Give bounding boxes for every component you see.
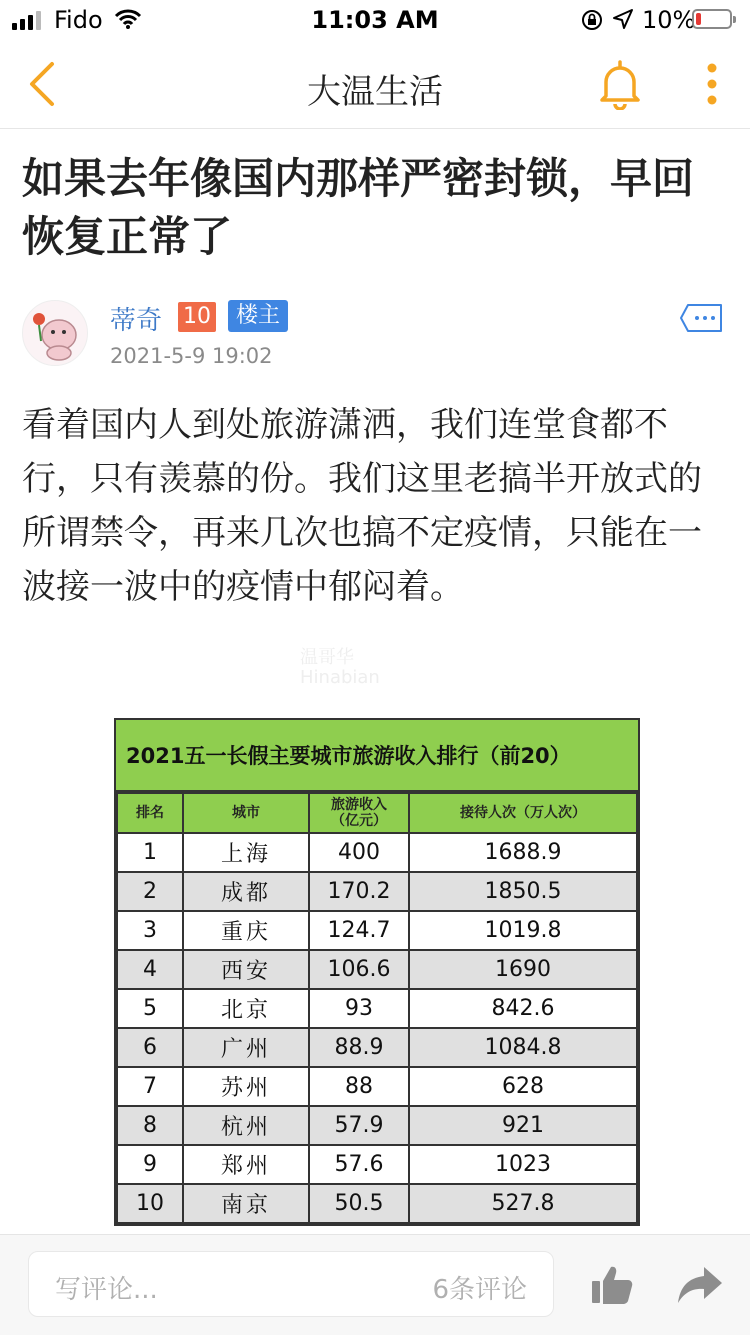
rank-cell: 4 bbox=[117, 950, 183, 989]
city-cell: 成都 bbox=[183, 872, 309, 911]
nav-bar bbox=[0, 42, 750, 129]
table-row bbox=[117, 872, 637, 911]
post-body: 看着国内人到处旅游潇洒，我们连堂食都不行，只有羡慕的份。我们这里老搞半开放式的所谓禁令，再来几次也搞不定疫情，只能在一波接一波中的疫情中郁闷着。 bbox=[22, 405, 702, 607]
post-title: 如果去年像国内那样严密封锁，早回恢复正常了 bbox=[22, 154, 695, 261]
status-bar bbox=[0, 0, 750, 42]
author-name[interactable]: 蒂奇 bbox=[110, 306, 163, 336]
city-cell: 广州 bbox=[183, 1028, 309, 1067]
table-row bbox=[117, 911, 637, 950]
ranking-table-image[interactable] bbox=[114, 718, 640, 1226]
bell-icon[interactable] bbox=[596, 58, 644, 114]
comment-count[interactable]: 6条评论 bbox=[432, 1275, 527, 1305]
city-cell: 上海 bbox=[183, 833, 309, 872]
income-cell: 57.9 bbox=[309, 1106, 409, 1145]
table-row bbox=[117, 1184, 637, 1223]
level-badge: 10 bbox=[178, 302, 216, 332]
visitors-cell: 527.8 bbox=[409, 1184, 637, 1223]
city-cell: 南京 bbox=[183, 1184, 309, 1223]
watermark-line-2: Hinabian bbox=[300, 667, 380, 688]
visitors-cell: 1019.8 bbox=[409, 911, 637, 950]
header-visitors: 接待人次（万人次） bbox=[409, 793, 637, 833]
visitors-cell: 921 bbox=[409, 1106, 637, 1145]
visitors-cell: 1688.9 bbox=[409, 833, 637, 872]
comment-placeholder: 写评论... bbox=[55, 1275, 158, 1305]
ranking-table bbox=[116, 792, 638, 1224]
rank-cell: 6 bbox=[117, 1028, 183, 1067]
battery-icon bbox=[692, 9, 732, 29]
income-cell: 106.6 bbox=[309, 950, 409, 989]
income-cell: 93 bbox=[309, 989, 409, 1028]
more-vertical-icon[interactable] bbox=[700, 62, 724, 112]
table-row bbox=[117, 833, 637, 872]
location-icon bbox=[612, 8, 634, 36]
visitors-cell: 1023 bbox=[409, 1145, 637, 1184]
table-row bbox=[117, 1145, 637, 1184]
reply-bubble-icon[interactable] bbox=[678, 302, 724, 338]
header-rank: 排名 bbox=[117, 793, 183, 833]
rank-cell: 9 bbox=[117, 1145, 183, 1184]
thumbs-up-icon[interactable] bbox=[590, 1263, 634, 1311]
city-cell: 郑州 bbox=[183, 1145, 309, 1184]
visitors-cell: 628 bbox=[409, 1067, 637, 1106]
income-cell: 170.2 bbox=[309, 872, 409, 911]
table-row bbox=[117, 1028, 637, 1067]
owner-badge: 楼主 bbox=[228, 300, 288, 332]
visitors-cell: 1690 bbox=[409, 950, 637, 989]
avatar[interactable] bbox=[22, 300, 88, 366]
bottom-bar bbox=[0, 1234, 750, 1335]
income-cell: 124.7 bbox=[309, 911, 409, 950]
status-time: 11:03 AM bbox=[311, 6, 439, 34]
income-cell: 50.5 bbox=[309, 1184, 409, 1223]
table-row bbox=[117, 1106, 637, 1145]
table-row bbox=[117, 950, 637, 989]
city-cell: 重庆 bbox=[183, 911, 309, 950]
share-arrow-icon[interactable] bbox=[676, 1263, 724, 1311]
header-city: 城市 bbox=[183, 793, 309, 833]
rank-cell: 1 bbox=[117, 833, 183, 872]
battery-percent: 10% bbox=[642, 6, 696, 34]
rank-cell: 10 bbox=[117, 1184, 183, 1223]
visitors-cell: 1084.8 bbox=[409, 1028, 637, 1067]
rank-cell: 8 bbox=[117, 1106, 183, 1145]
income-cell: 88 bbox=[309, 1067, 409, 1106]
header-income: 旅游收入 （亿元） bbox=[309, 793, 409, 833]
nav-title: 大温生活 bbox=[307, 72, 443, 112]
orientation-lock-icon bbox=[580, 8, 604, 38]
table-row bbox=[117, 989, 637, 1028]
income-cell: 400 bbox=[309, 833, 409, 872]
table-row bbox=[117, 1067, 637, 1106]
income-cell: 57.6 bbox=[309, 1145, 409, 1184]
city-cell: 西安 bbox=[183, 950, 309, 989]
ranking-table-title: 2021五一长假主要城市旅游收入排行（前20） bbox=[116, 720, 638, 792]
city-cell: 北京 bbox=[183, 989, 309, 1028]
city-cell: 苏州 bbox=[183, 1067, 309, 1106]
watermark-line-1: 温哥华 bbox=[300, 647, 354, 668]
income-cell: 88.9 bbox=[309, 1028, 409, 1067]
visitors-cell: 1850.5 bbox=[409, 872, 637, 911]
carrier-name: Fido bbox=[54, 6, 103, 34]
rank-cell: 7 bbox=[117, 1067, 183, 1106]
rank-cell: 2 bbox=[117, 872, 183, 911]
comment-input[interactable] bbox=[28, 1251, 554, 1317]
post-timestamp: 2021-5-9 19:02 bbox=[110, 344, 273, 368]
rank-cell: 5 bbox=[117, 989, 183, 1028]
rank-cell: 3 bbox=[117, 911, 183, 950]
image-watermark bbox=[300, 648, 380, 688]
city-cell: 杭州 bbox=[183, 1106, 309, 1145]
visitors-cell: 842.6 bbox=[409, 989, 637, 1028]
